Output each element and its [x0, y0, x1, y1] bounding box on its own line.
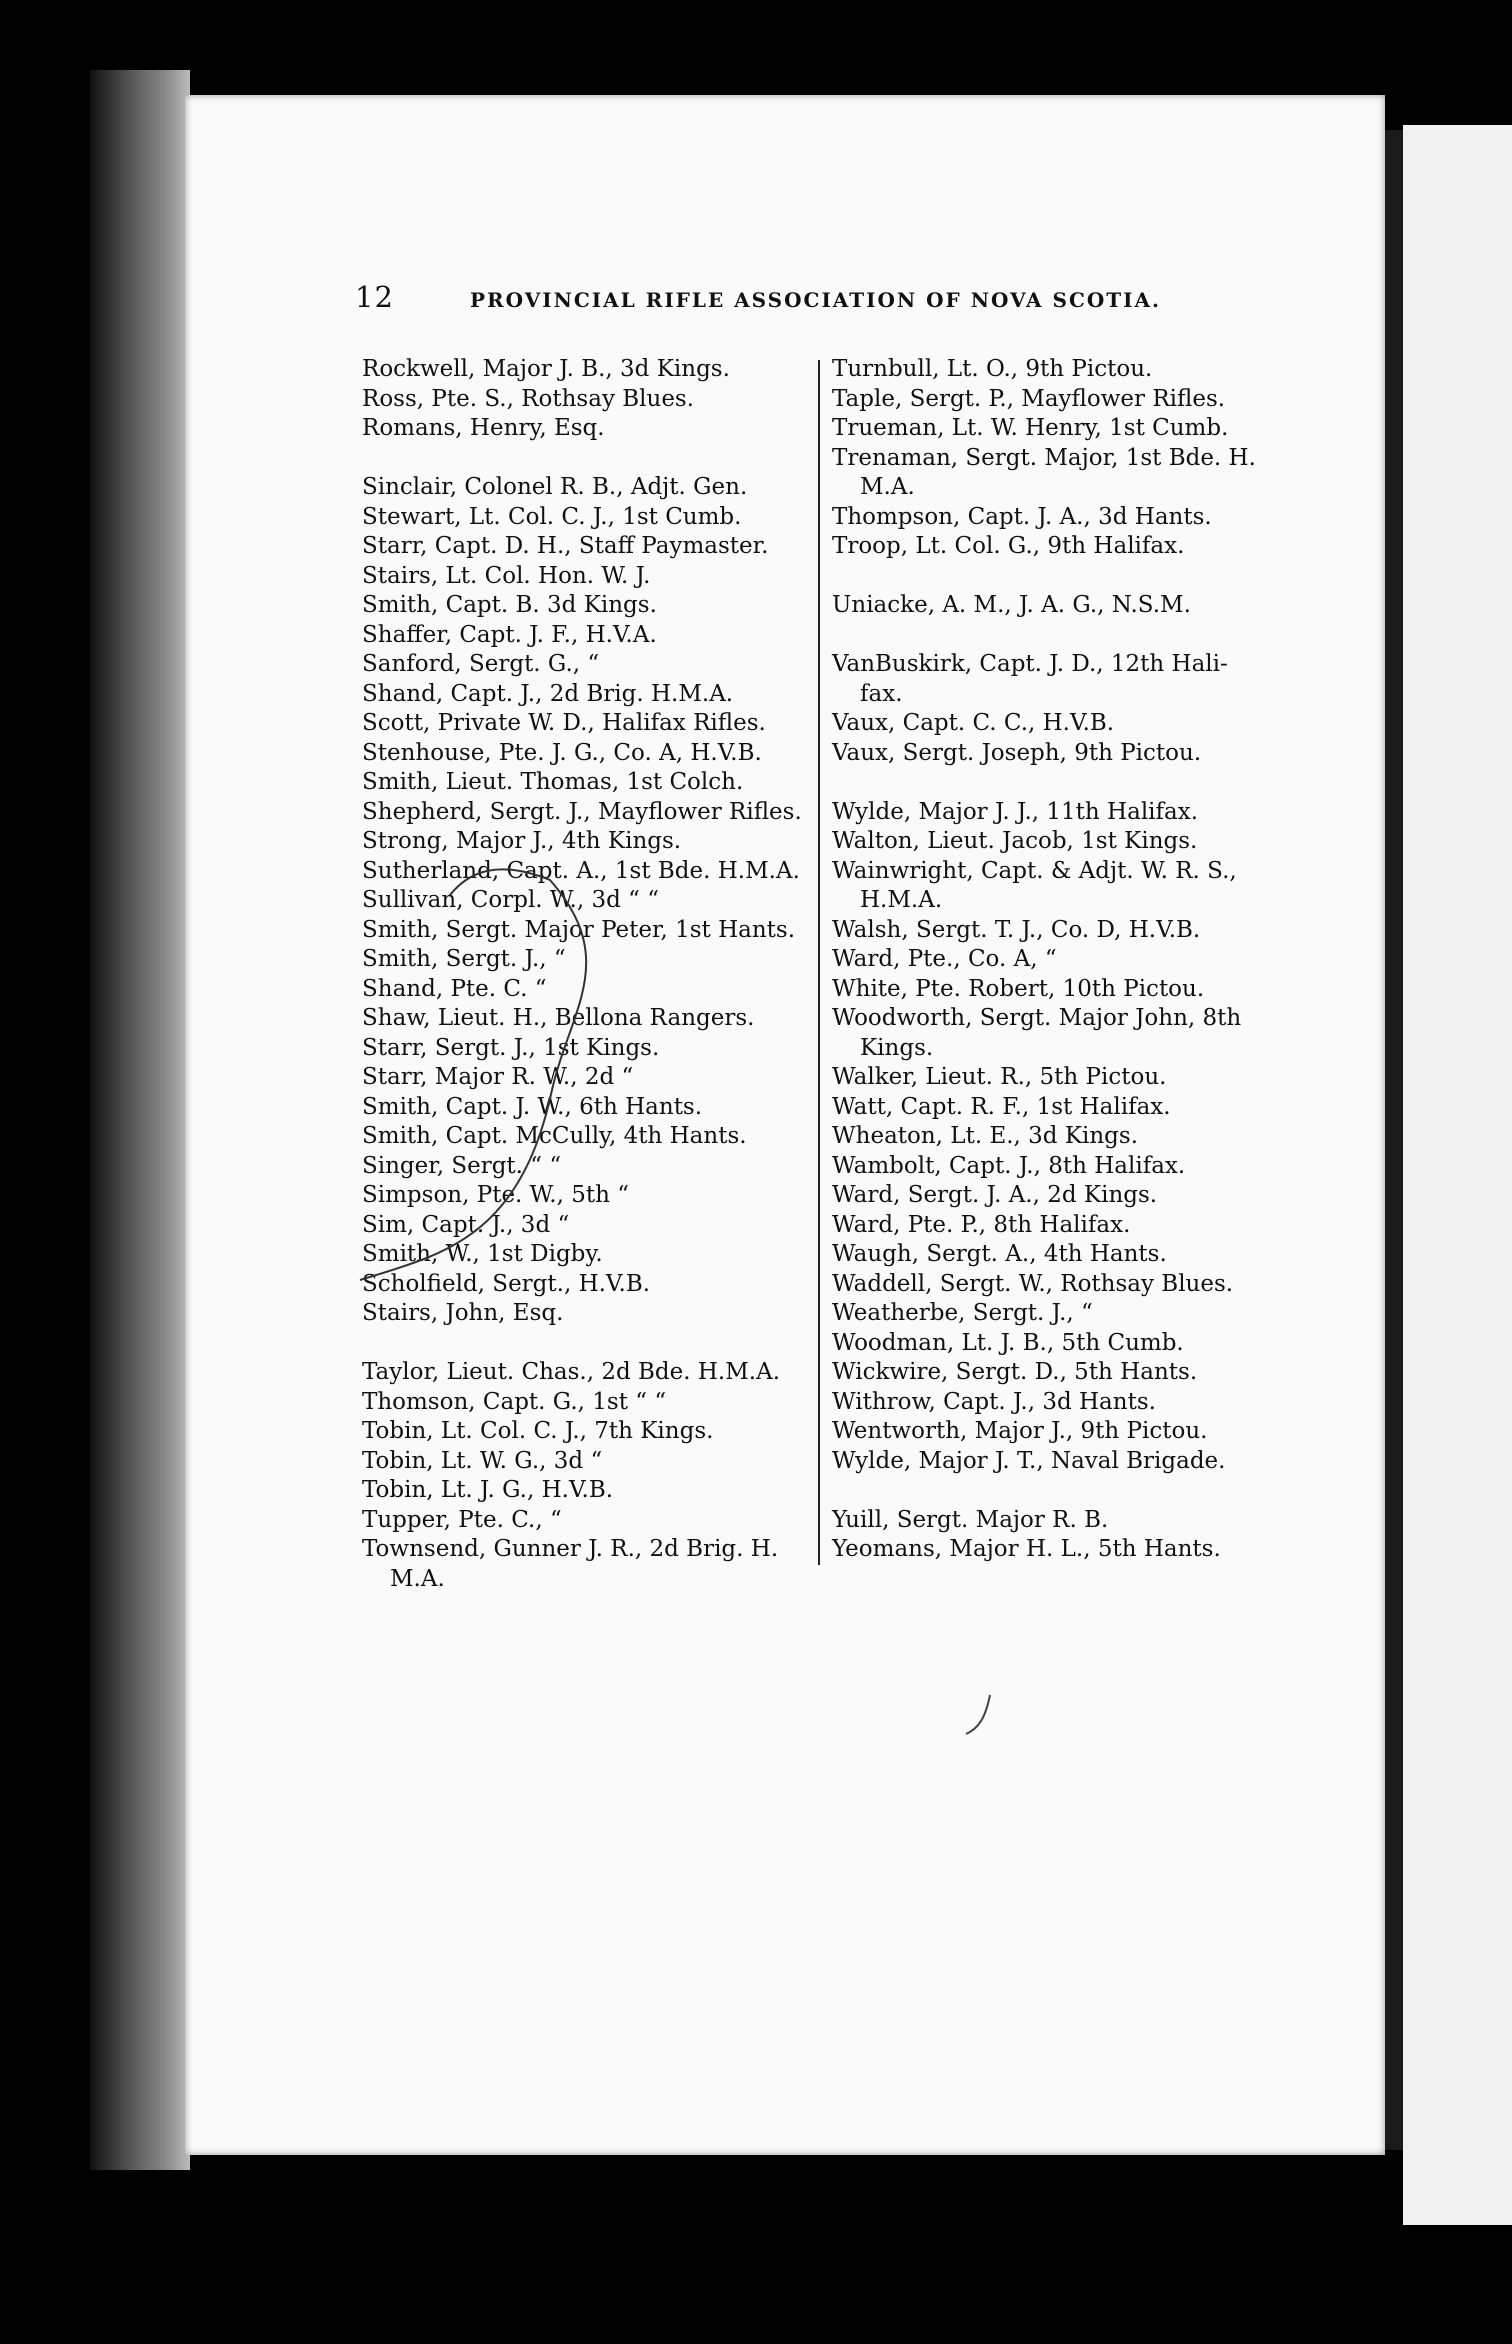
register-entry: Shand, Pte. C. “ [362, 975, 547, 1002]
register-entry: Watt, Capt. R. F., 1st Halifax. [832, 1093, 1171, 1120]
register-entry: Waugh, Sergt. A., 4th Hants. [832, 1241, 1167, 1267]
register-entry: Smith, Sergt. Major Peter, 1st Hants. [362, 916, 796, 943]
register-entry: Wickwire, Sergt. D., 5th Hants. [832, 1359, 1198, 1385]
register-entry: Sim, Capt. J., 3d “ [362, 1211, 570, 1238]
register-entry: Troop, Lt. Col. G., 9th Halifax. [832, 533, 1185, 559]
register-entry: Walton, Lieut. Jacob, 1st Kings. [832, 828, 1198, 854]
register-entry: Walker, Lieut. R., 5th Pictou. [832, 1064, 1167, 1090]
register-entry: Smith, Capt. J. W., 6th Hants. [362, 1093, 703, 1120]
register-entry: Simpson, Pte. W., 5th “ [362, 1182, 629, 1208]
register-entry: Taylor, Lieut. Chas., 2d Bde. H.M.A. [362, 1359, 781, 1385]
register-entry: Smith, Capt. McCully, 4th Hants. [362, 1123, 747, 1149]
register-entry: Wheaton, Lt. E., 3d Kings. [832, 1123, 1139, 1149]
register-entry: Woodman, Lt. J. B., 5th Cumb. [832, 1329, 1184, 1356]
register-entry: Thompson, Capt. J. A., 3d Hants. [832, 503, 1212, 530]
register-entry: Starr, Major R. W., 2d “ [362, 1064, 634, 1090]
register-entry: Stairs, John, Esq. [362, 1300, 564, 1326]
blank-line [362, 1329, 812, 1359]
register-entry: Yuill, Sergt. Major R. B. [832, 1506, 1109, 1533]
register-entry: Shaw, Lieut. H., Bellona Rangers. [362, 1005, 755, 1031]
register-entry: Stewart, Lt. Col. C. J., 1st Cumb. [362, 503, 742, 530]
register-entry: Kings. [860, 1034, 934, 1061]
book-gutter [1385, 130, 1403, 2150]
register-entry: Ross, Pte. S., Rothsay Blues. [362, 385, 695, 412]
blank-line [362, 444, 812, 474]
register-entry: Smith, Lieut. Thomas, 1st Colch. [362, 769, 744, 795]
blank-line [832, 768, 1282, 798]
column-divider [818, 360, 820, 1565]
register-entry: fax. [860, 680, 903, 707]
register-entry: Shepherd, Sergt. J., Mayflower Rifles. [362, 798, 802, 825]
register-entry: Weatherbe, Sergt. J., “ [832, 1300, 1093, 1326]
register-entry: M.A. [860, 474, 915, 500]
register-entry: Smith, Sergt. J., “ [362, 946, 566, 972]
running-title: PROVINCIAL RIFLE ASSOCIATION OF NOVA SCOTIA. [470, 288, 1162, 312]
register-entry: Wentworth, Major J., 9th Pictou. [832, 1418, 1208, 1444]
register-entry: Starr, Capt. D. H., Staff Paymaster. [362, 533, 769, 559]
register-entry: Shand, Capt. J., 2d Brig. H.M.A. [362, 680, 734, 707]
register-entry: Scholfield, Sergt., H.V.B. [362, 1270, 651, 1297]
register-entry: Taple, Sergt. P., Mayflower Rifles. [832, 385, 1226, 412]
register-entry: Vaux, Sergt. Joseph, 9th Pictou. [832, 739, 1202, 766]
register-entry: Yeomans, Major H. L., 5th Hants. [832, 1536, 1221, 1562]
register-entry: White, Pte. Robert, 10th Pictou. [832, 975, 1205, 1002]
left-column [362, 355, 812, 1594]
register-entry: Tobin, Lt. J. G., H.V.B. [362, 1477, 614, 1503]
register-entry: Ward, Sergt. J. A., 2d Kings. [832, 1182, 1158, 1208]
register-entry: Trenaman, Sergt. Major, 1st Bde. H. [832, 444, 1256, 471]
register-entry: Woodworth, Sergt. Major John, 8th [832, 1005, 1242, 1031]
register-entry: Thomson, Capt. G., 1st “ “ [362, 1388, 667, 1415]
right-column [832, 355, 1282, 1565]
register-entry: Ward, Pte., Co. A, “ [832, 946, 1057, 972]
register-entry: Wambolt, Capt. J., 8th Halifax. [832, 1152, 1186, 1179]
register-entry: Starr, Sergt. J., 1st Kings. [362, 1034, 660, 1061]
blank-line [832, 621, 1282, 651]
register-entry: Rockwell, Major J. B., 3d Kings. [362, 356, 730, 382]
register-entry: Sullivan, Corpl. W., 3d “ “ [362, 887, 659, 913]
register-entry: M.A. [390, 1565, 445, 1592]
blank-line [832, 1476, 1282, 1506]
register-entry: Tupper, Pte. C., “ [362, 1506, 562, 1533]
facing-page [1403, 125, 1512, 2225]
page-number: 12 [355, 280, 394, 314]
register-entry: H.M.A. [860, 887, 943, 913]
register-entry: Ward, Pte. P., 8th Halifax. [832, 1211, 1131, 1238]
register-entry: Wainwright, Capt. & Adjt. W. R. S., [832, 857, 1237, 884]
register-entry: Walsh, Sergt. T. J., Co. D, H.V.B. [832, 916, 1201, 943]
register-entry: Stairs, Lt. Col. Hon. W. J. [362, 562, 651, 589]
register-entry: Waddell, Sergt. W., Rothsay Blues. [832, 1270, 1234, 1297]
register-entry: Townsend, Gunner J. R., 2d Brig. H. [362, 1536, 779, 1562]
register-entry: Tobin, Lt. Col. C. J., 7th Kings. [362, 1418, 714, 1444]
register-entry: Wylde, Major J. T., Naval Brigade. [832, 1447, 1226, 1474]
register-entry: Sutherland, Capt. A., 1st Bde. H.M.A. [362, 857, 800, 884]
register-entry: Shaffer, Capt. J. F., H.V.A. [362, 621, 657, 648]
register-entry: Strong, Major J., 4th Kings. [362, 828, 682, 854]
register-entry: Wylde, Major J. J., 11th Halifax. [832, 798, 1199, 825]
register-entry: Vaux, Capt. C. C., H.V.B. [832, 710, 1115, 736]
register-entry: Romans, Henry, Esq. [362, 415, 605, 441]
register-entry: Uniacke, A. M., J. A. G., N.S.M. [832, 592, 1191, 618]
register-entry: Withrow, Capt. J., 3d Hants. [832, 1388, 1156, 1415]
register-entry: Turnbull, Lt. O., 9th Pictou. [832, 356, 1153, 382]
register-entry: Trueman, Lt. W. Henry, 1st Cumb. [832, 415, 1229, 441]
blank-line [832, 562, 1282, 592]
register-entry: VanBuskirk, Capt. J. D., 12th Hali- [832, 651, 1228, 677]
register-entry: Tobin, Lt. W. G., 3d “ [362, 1447, 603, 1474]
book-page-edges [90, 70, 190, 2170]
register-entry: Scott, Private W. D., Halifax Rifles. [362, 710, 766, 736]
register-entry: Smith, W., 1st Digby. [362, 1241, 603, 1267]
register-entry: Stenhouse, Pte. J. G., Co. A, H.V.B. [362, 739, 762, 766]
register-entry: Singer, Sergt. “ “ [362, 1152, 562, 1179]
register-entry: Sinclair, Colonel R. B., Adjt. Gen. [362, 474, 748, 500]
register-entry: Smith, Capt. B. 3d Kings. [362, 592, 657, 618]
page-header [355, 280, 1170, 320]
register-entry: Sanford, Sergt. G., “ [362, 651, 600, 677]
